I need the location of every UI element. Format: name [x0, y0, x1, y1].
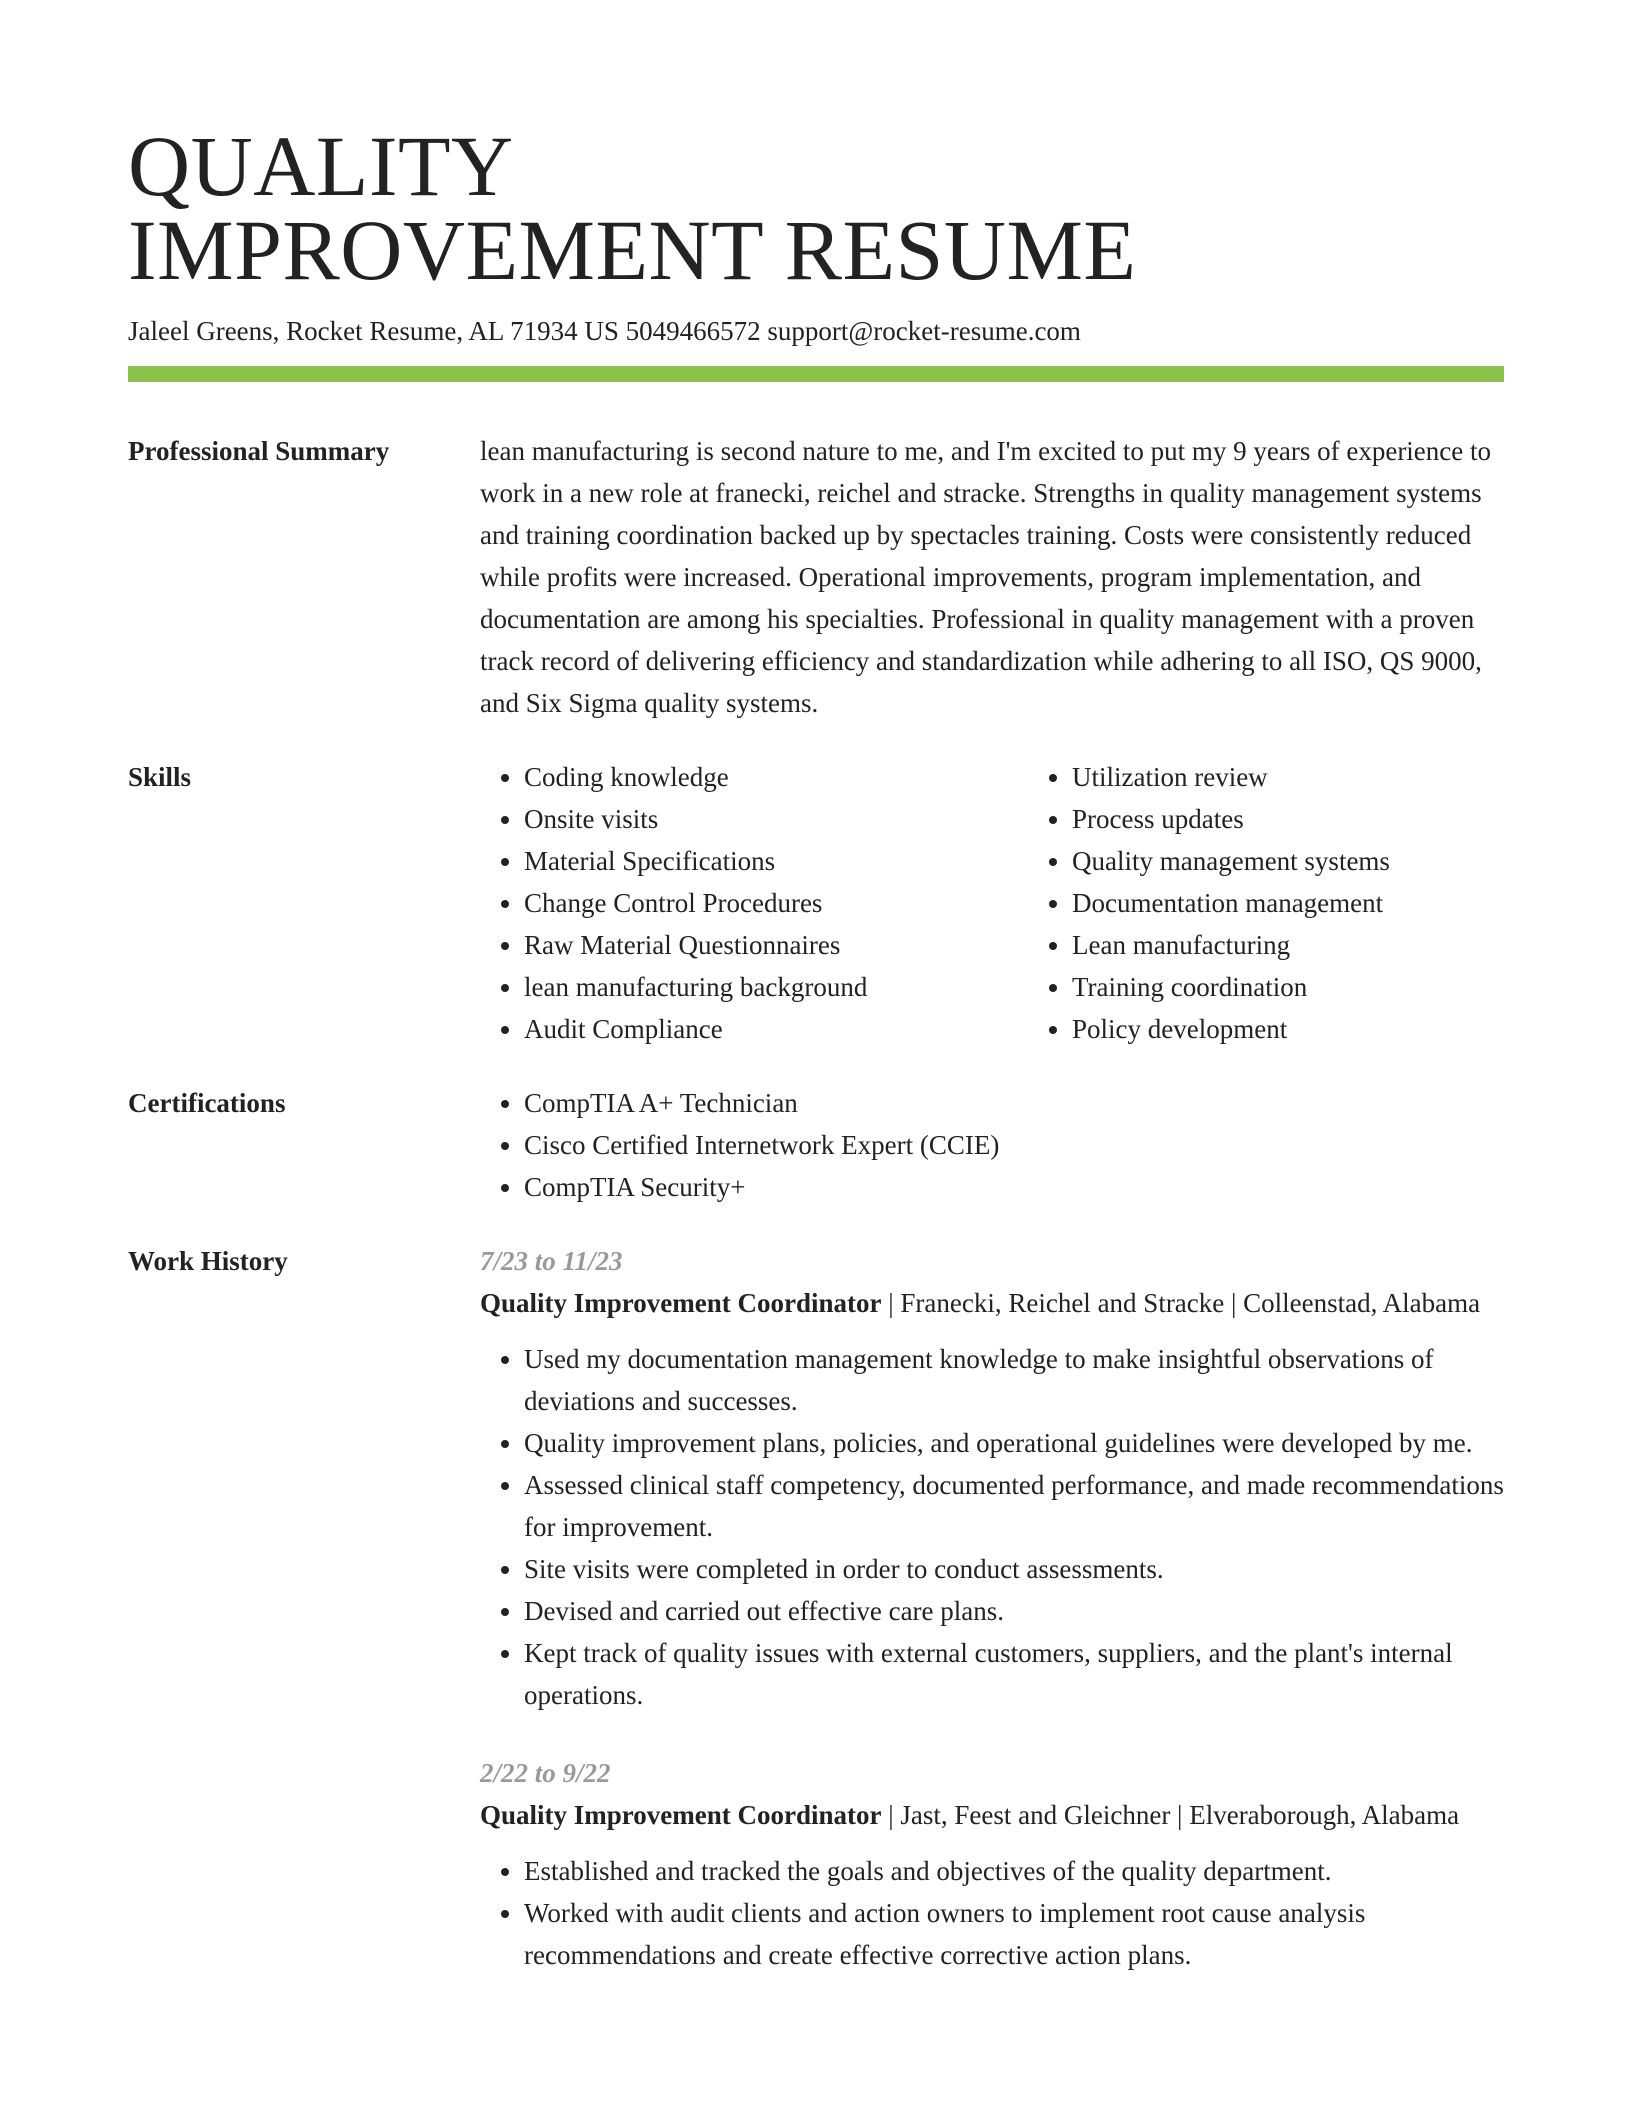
job-entry [480, 1240, 1504, 1716]
skill-item: • Documentation management [1072, 882, 1576, 924]
job-bullets [480, 1338, 1504, 1716]
work-history-content [480, 1240, 1504, 1976]
skills-section [128, 756, 1504, 1050]
job-bullet: • Used my documentation management knowledge to make insightful observations of deviations and successes. [524, 1338, 1504, 1422]
certification-item: • CompTIA Security+ [524, 1166, 1504, 1208]
job-bullet: • Devised and carried out effective care plans. [524, 1590, 1504, 1632]
certification-item: • CompTIA A+ Technician [524, 1082, 1504, 1124]
job-dates: 2/22 to 9/22 [480, 1758, 611, 1788]
certifications-list [480, 1082, 1504, 1208]
job-details: | Jast, Feest and Gleichner | Elveraborough, Alabama [881, 1800, 1460, 1830]
title-line-2: IMPROVEMENT RESUME [128, 202, 1137, 298]
job-bullet: • Kept track of quality issues with external customers, suppliers, and the plant's internal operations. [524, 1632, 1504, 1716]
job-entry [480, 1752, 1504, 1976]
skill-item: • Change Control Procedures [524, 882, 1028, 924]
contact-info: Jaleel Greens, Rocket Resume, AL 71934 US 5049466572 support@rocket-resume.com [128, 316, 1081, 346]
title-line-1: QUALITY [128, 118, 514, 214]
certification-item: • Cisco Certified Internetwork Expert (CCIE) [524, 1124, 1504, 1166]
skill-item: • Utilization review [1072, 756, 1576, 798]
skill-item: • Policy development [1072, 1008, 1576, 1050]
job-dates: 7/23 to 11/23 [480, 1246, 623, 1276]
skills-list-right [1028, 756, 1576, 1050]
professional-summary-section [128, 430, 1504, 724]
job-bullet: • Site visits were completed in order to conduct assessments. [524, 1548, 1504, 1590]
certifications-content [480, 1082, 1504, 1208]
certifications-section [128, 1082, 1504, 1208]
skill-item: • lean manufacturing background [524, 966, 1028, 1008]
skill-item: • Onsite visits [524, 798, 1028, 840]
skill-item: • Training coordination [1072, 966, 1576, 1008]
job-title: Quality Improvement Coordinator [480, 1800, 882, 1830]
section-label-certifications: Certifications [128, 1088, 286, 1118]
section-label-work-history: Work History [128, 1246, 288, 1276]
skill-item: • Material Specifications [524, 840, 1028, 882]
work-history-section [128, 1240, 1504, 1976]
job-bullet: • Quality improvement plans, policies, and operational guidelines were developed by me. [524, 1422, 1504, 1464]
job-bullet: • Worked with audit clients and action owners to implement root cause analysis recommendations and create effective corrective action plans. [524, 1892, 1504, 1976]
skill-item: • Quality management systems [1072, 840, 1576, 882]
job-details: | Franecki, Reichel and Stracke | Colleenstad, Alabama [881, 1288, 1481, 1318]
skills-grid [480, 756, 1576, 1050]
resume-title [128, 118, 1504, 298]
job-bullet: • Established and tracked the goals and objectives of the quality department. [524, 1850, 1504, 1892]
skill-item: • Coding knowledge [524, 756, 1028, 798]
job-heading [480, 1282, 1504, 1324]
section-label-summary: Professional Summary [128, 436, 390, 466]
resume-page [128, 118, 1504, 1976]
skill-item: • Raw Material Questionnaires [524, 924, 1028, 966]
job-bullets [480, 1850, 1504, 1976]
skill-item: • Audit Compliance [524, 1008, 1028, 1050]
job-title: Quality Improvement Coordinator [480, 1288, 882, 1318]
accent-divider [128, 366, 1504, 382]
summary-text: lean manufacturing is second nature to me, and I'm excited to put my 9 years of experience to work in a new role at franecki, reichel and stracke. Strengths in quality management systems and training coordination backed up by spectacles training. Costs were consistently reduced while profits were increased. Operational improvements, program implementation, and documentation are among his specialties. Professional in quality management with a proven track record of delivering efficiency and standardization while adhering to all ISO, QS 9000, and Six Sigma quality systems. [480, 436, 1492, 718]
skill-item: • Lean manufacturing [1072, 924, 1576, 966]
job-bullet: • Assessed clinical staff competency, documented performance, and made recommendations for improvement. [524, 1464, 1504, 1548]
skills-list-left [480, 756, 1028, 1050]
skill-item: • Process updates [1072, 798, 1576, 840]
section-label-skills: Skills [128, 762, 192, 792]
job-heading [480, 1794, 1504, 1836]
